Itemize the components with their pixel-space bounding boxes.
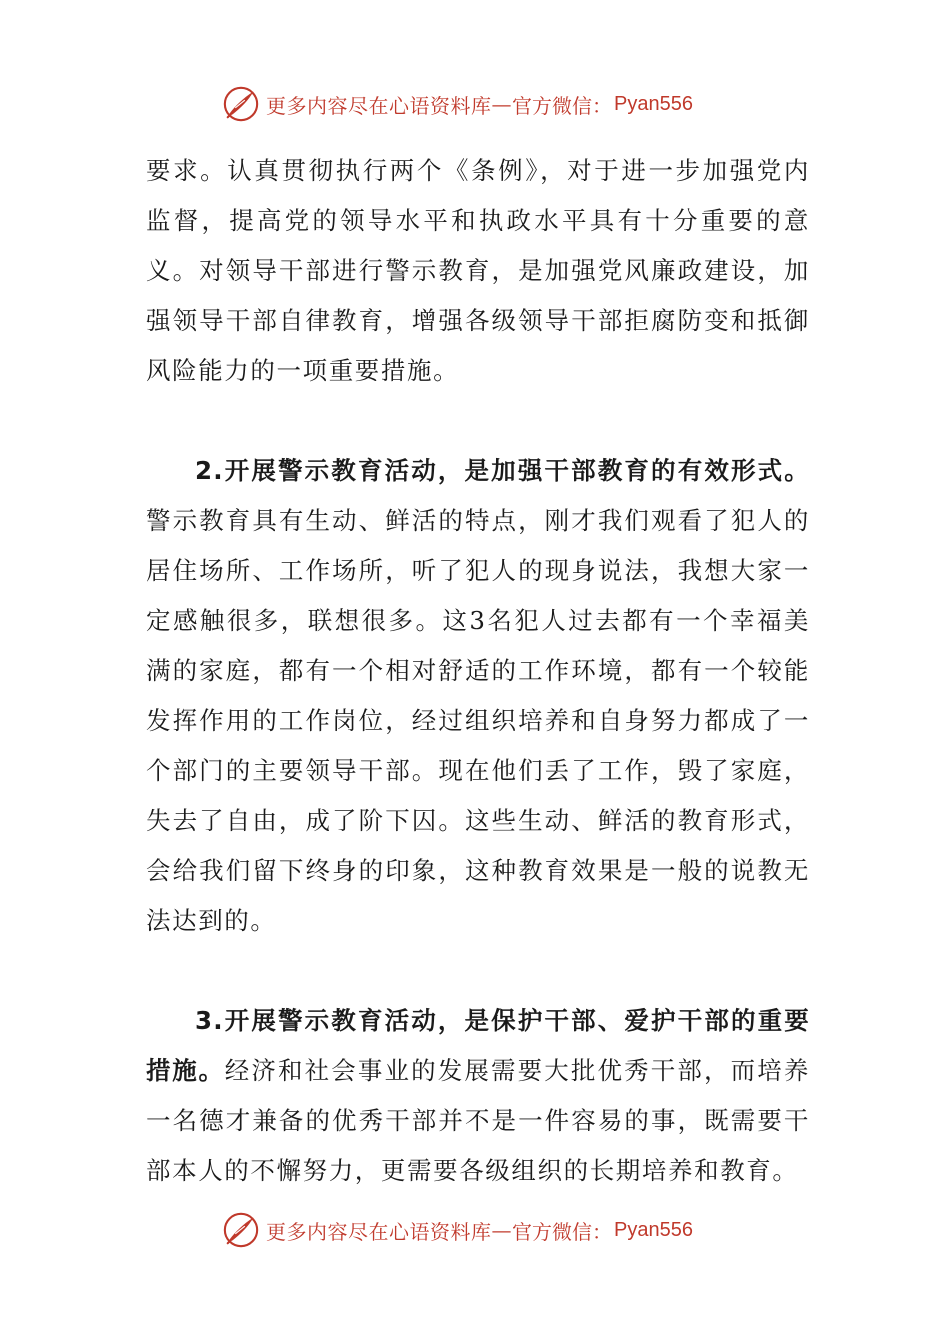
wechat-label: 官方微信： — [512, 1219, 612, 1244]
wechat-id: Pyan556 — [614, 92, 693, 115]
document-body — [146, 146, 810, 1196]
paragraph-section-2 — [146, 446, 810, 946]
site-name: 更多内容尽在心语资料库 — [266, 93, 492, 118]
section-2-text: 警示教育具有生动、鲜活的特点，刚才我们观看了犯人的居住场所、工作场所，听了犯人的现身说法，我想大家一定感触很多，联想很多。这3名犯人过去都有一个幸福美满的家庭，都有一个相对舒适的工作环境，都有一个较能发挥作用的工作岗位，经过组织培养和自身努力都成了一个部门的主要领导干部。现在他们丢了工作，毁了家庭，失去了自由，成了阶下囚。这些生动、鲜活的教育形式，会给我们留下终身的印象，这种教育效果是一般的说教无法达到的。 — [146, 506, 810, 935]
section-2-heading: 2.开展警示教育活动，是加强干部教育的有效形式。 — [195, 456, 810, 485]
paragraph-section-3 — [146, 996, 810, 1196]
quill-pen-logo-icon — [222, 1211, 260, 1249]
wechat-label: 官方微信： — [512, 93, 612, 118]
paragraph-1: 要求。认真贯彻执行两个《条例》，对于进一步加强党内监督，提高党的领导水平和执政水平具有十分重要的意义。对领导干部进行警示教育，是加强党风廉政建设，加强领导干部自律教育，增强各级领导干部拒腐防变和抵御风险能力的一项重要措施。 — [146, 156, 810, 385]
quill-pen-logo-icon — [222, 85, 260, 123]
banner-separator: — — [491, 92, 512, 116]
section-3-heading: 3.开展警示教育活动，是保护干部、爱护干部的重要措施。 — [146, 1006, 810, 1085]
site-name: 更多内容尽在心语资料库 — [266, 1219, 492, 1244]
footer-banner — [222, 1208, 742, 1252]
section-3-text: 经济和社会事业的发展需要大批优秀干部，而培养一名德才兼备的优秀干部并不是一件容易的事，既需要干部本人的不懈努力，更需要各级组织的长期培养和教育。 — [146, 1056, 810, 1185]
header-banner — [222, 82, 742, 126]
wechat-id: Pyan556 — [614, 1218, 693, 1241]
banner-separator: — — [491, 1218, 512, 1242]
